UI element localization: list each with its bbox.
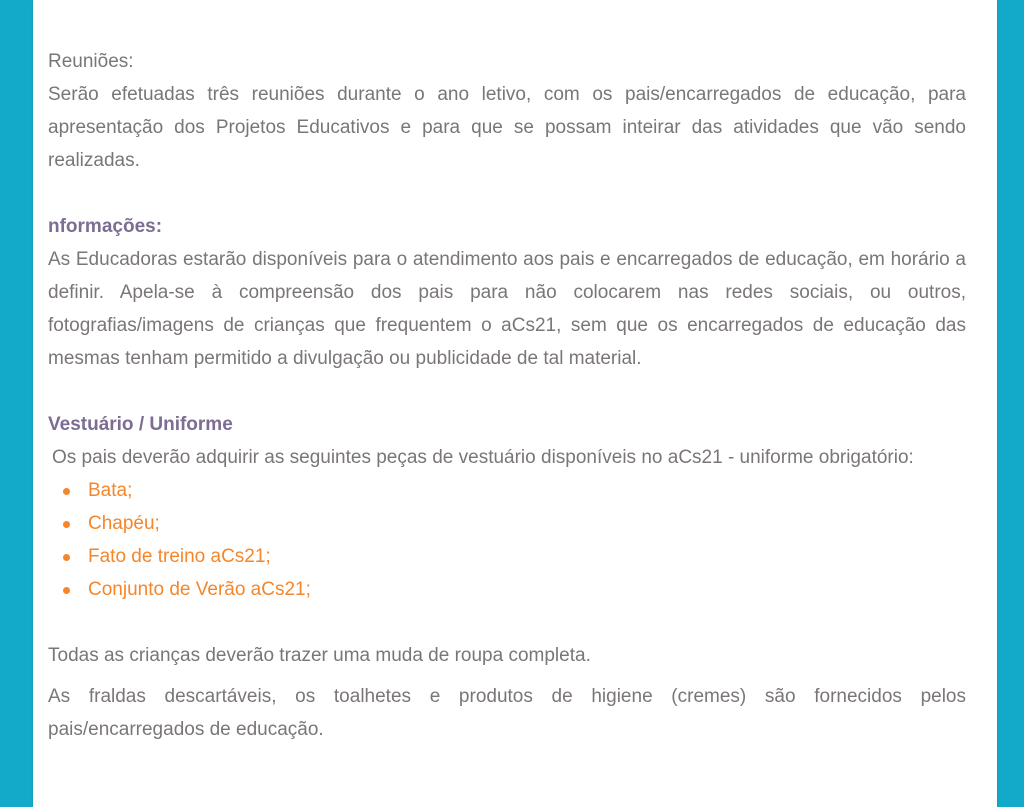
information-heading: nformações: [48,216,163,237]
uniform-intro: Os pais deverão adquirir as seguintes peças de vestuário disponíveis no aCs21 - uniforme obrigatório: [52,447,914,468]
clothes-note: Todas as crianças deverão trazer uma muda de roupa completa. [48,645,591,666]
list-item: Conjunto de Verão aCs21; [48,573,966,606]
document-content [48,0,966,746]
spacer [48,375,966,408]
spacer [48,606,966,639]
meetings-title: Reuniões: [48,51,134,72]
spacer [48,177,966,210]
meetings-body: Serão efetuadas três reuniões durante o ano letivo, com os pais/encarregados de educação, para apresentação dos Projetos Educativos e para que se possam inteirar das atividades que vão sendo realizadas. [48,84,966,171]
list-item: Fato de treino aCs21; [48,540,966,573]
document-page [33,0,997,807]
list-item: Bata; [48,474,966,507]
uniform-heading: Vestuário / Uniforme [48,414,233,435]
information-body: As Educadoras estarão disponíveis para o atendimento aos pais e encarregados de educação, em horário a definir. Apela-se à compreensão dos pais para não colocarem nas redes sociais, ou outros, fotografias/imagens de crianças que frequentem o aCs21, sem que os encarregados de educação das mesmas tenham permitido a divulgação ou publicidade de tal material. [48,249,966,369]
list-item: Chapéu; [48,507,966,540]
uniform-list [48,474,966,606]
hygiene-note: As fraldas descartáveis, os toalhetes e produtos de higiene (cremes) são fornecidos pelos pais/encarregados de educação. [48,686,966,740]
